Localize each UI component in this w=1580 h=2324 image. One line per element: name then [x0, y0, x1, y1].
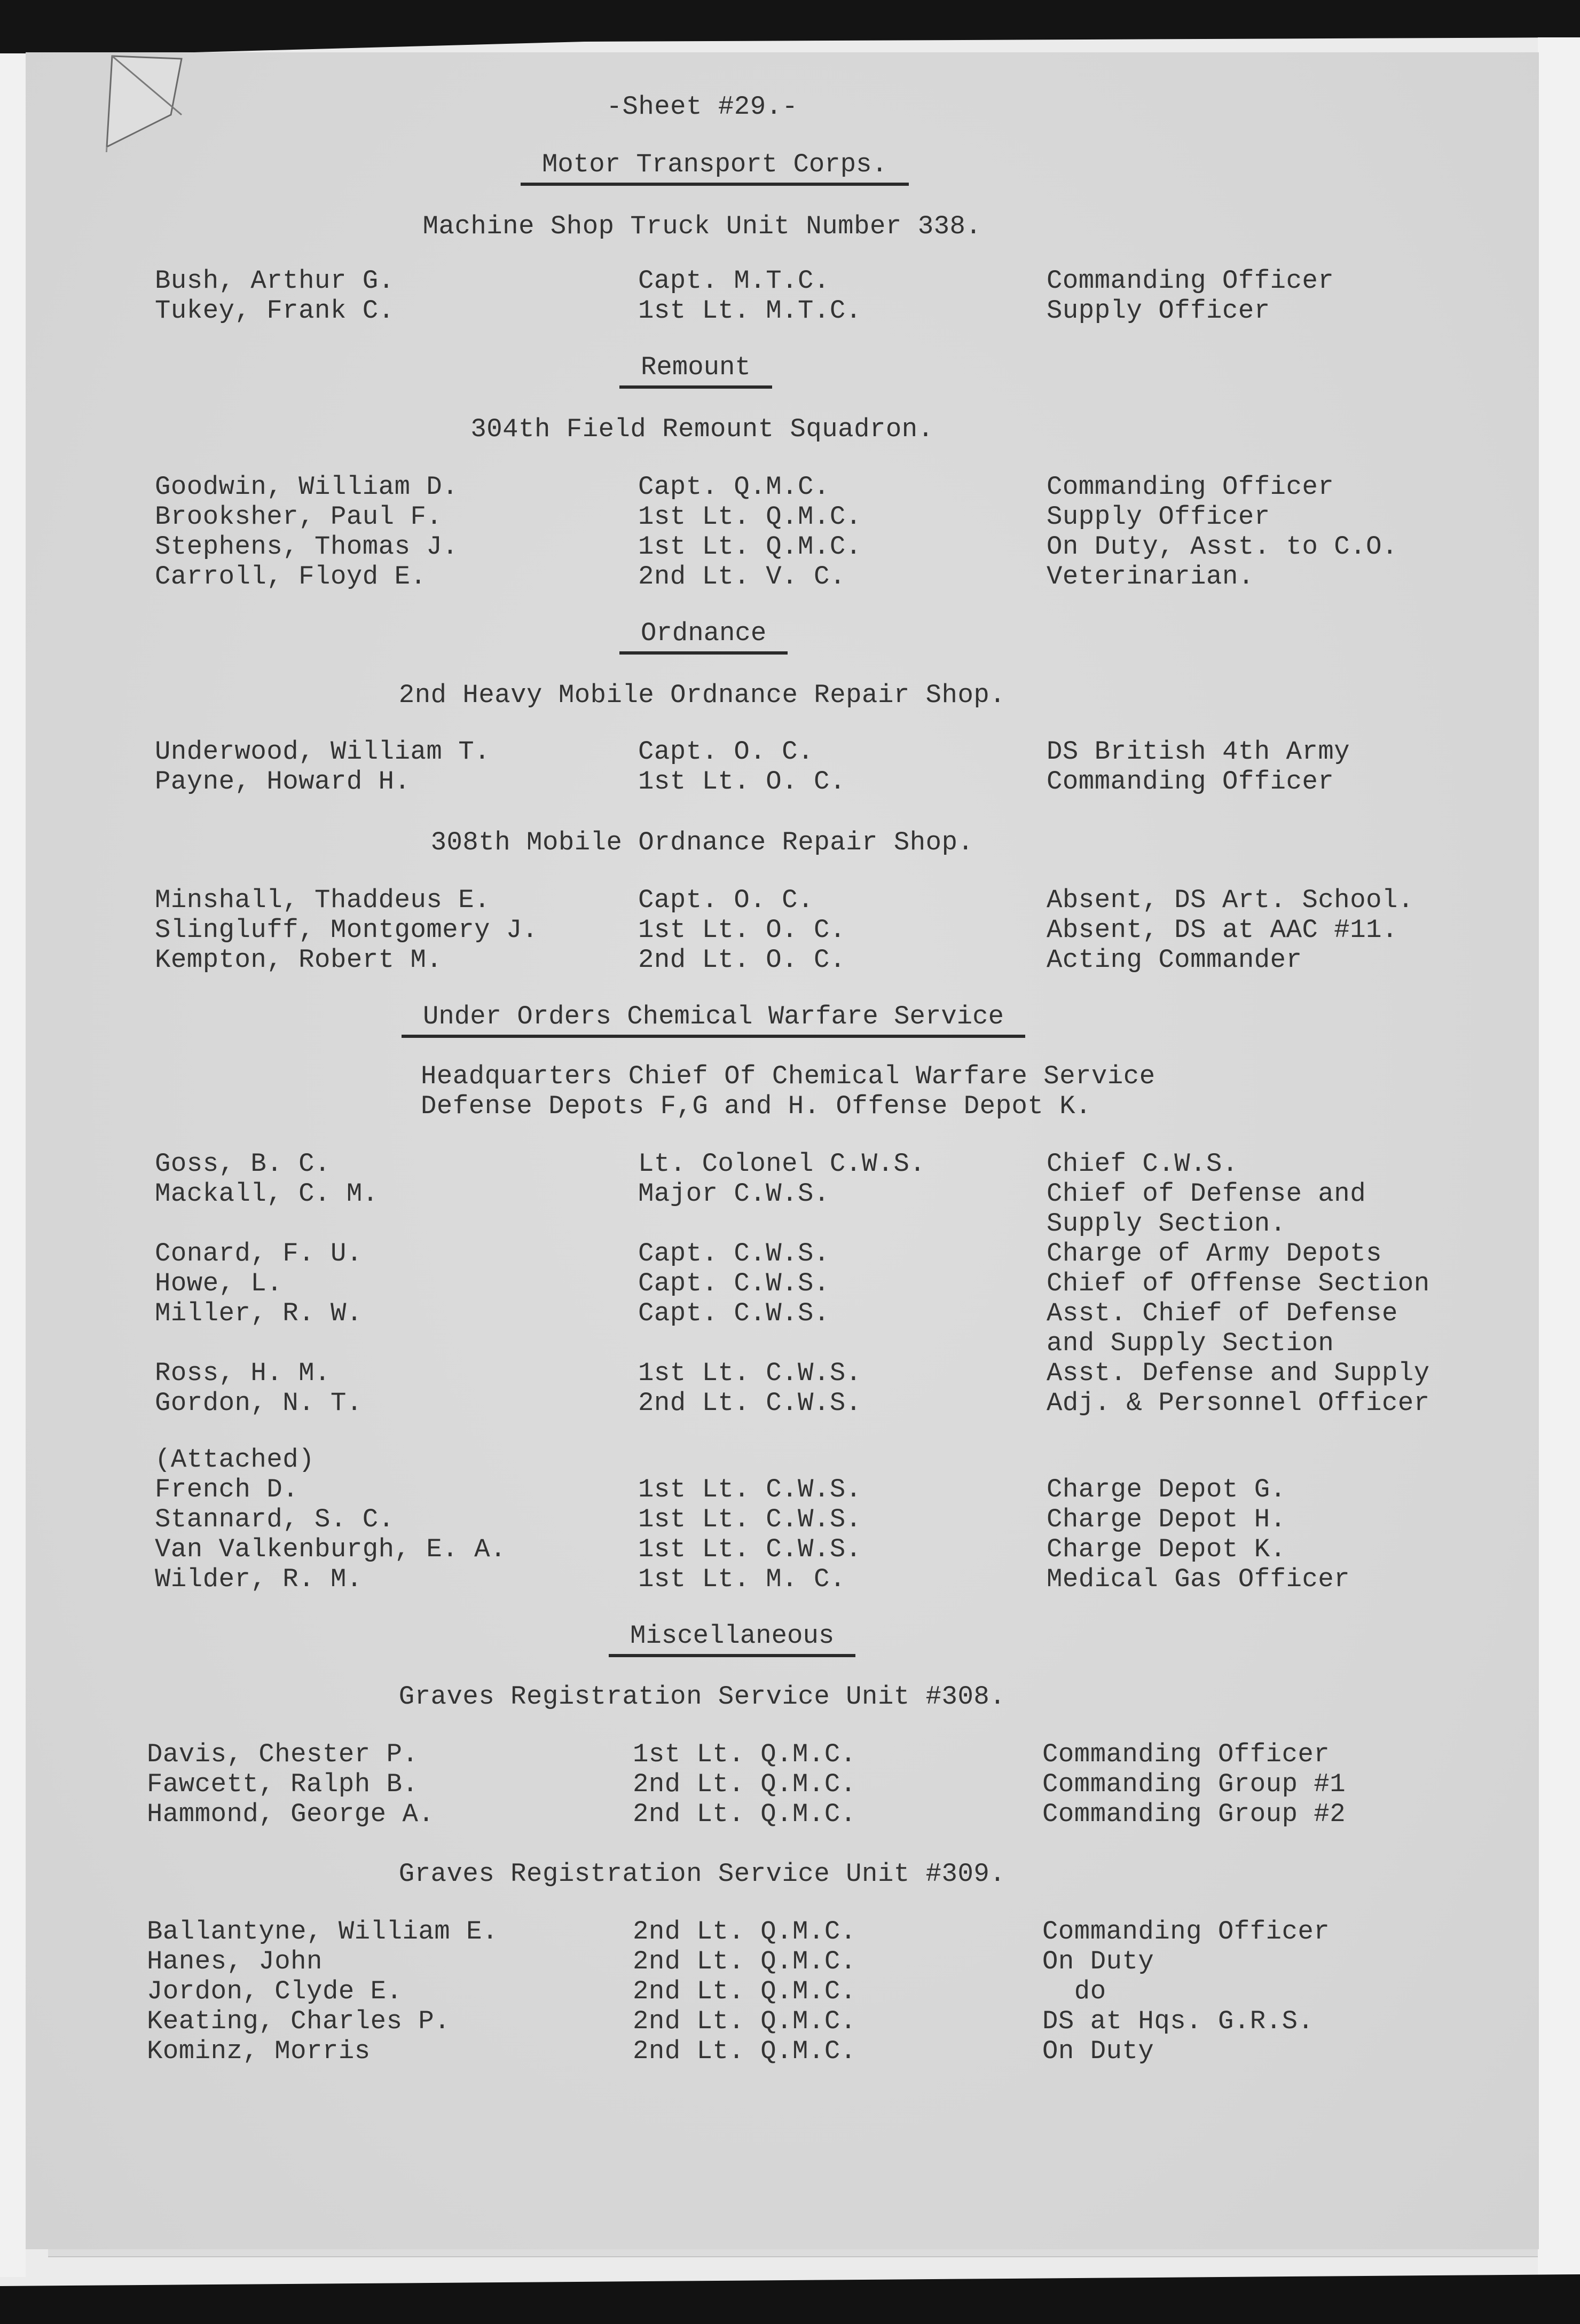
- scan-border-bottom: [0, 2274, 1580, 2324]
- officer-duty: Medical Gas Officer: [1047, 1564, 1350, 1594]
- officer-rank: Capt. O. C.: [638, 737, 814, 767]
- officer-duty: Supply Officer: [1047, 502, 1270, 532]
- officer-name: Stephens, Thomas J.: [155, 532, 459, 562]
- officer-duty: On Duty: [1042, 1947, 1154, 1976]
- officer-rank: 1st Lt. M.T.C.: [638, 296, 862, 326]
- officer-rank: 2nd Lt. Q.M.C.: [633, 1917, 856, 1947]
- officer-duty: Commanding Officer: [1042, 1739, 1330, 1769]
- officer-duty: Absent, DS at AAC #11.: [1047, 915, 1398, 945]
- officer-name: Bush, Arthur G.: [155, 266, 395, 296]
- officer-rank: Capt. C.W.S.: [638, 1269, 830, 1298]
- officer-rank: 2nd Lt. Q.M.C.: [633, 1799, 856, 1829]
- officer-name: Hammond, George A.: [147, 1799, 435, 1829]
- section-heading-chemical-warfare: Under Orders Chemical Warfare Service: [402, 1002, 1025, 1038]
- attached-label: (Attached): [155, 1445, 315, 1475]
- officer-name: Fawcett, Ralph B.: [147, 1769, 419, 1799]
- officer-rank: Capt. C.W.S.: [638, 1239, 830, 1269]
- officer-rank: Capt. M.T.C.: [638, 266, 830, 296]
- officer-duty: Charge Depot K.: [1047, 1534, 1286, 1564]
- section-heading-remount: Remount: [619, 352, 772, 389]
- officer-rank: 1st Lt. C.W.S.: [638, 1358, 862, 1388]
- officer-rank: 1st Lt. Q.M.C.: [638, 502, 862, 532]
- officer-rank: 1st Lt. O. C.: [638, 767, 846, 797]
- section-heading-miscellaneous: Miscellaneous: [609, 1621, 855, 1657]
- officer-duty: Absent, DS Art. School.: [1047, 885, 1414, 915]
- officer-name: Gordon, N. T.: [155, 1388, 363, 1418]
- officer-duty: Commanding Officer: [1047, 266, 1334, 296]
- officer-duty: Commanding Group #1: [1042, 1769, 1346, 1799]
- officer-duty: Charge Depot H.: [1047, 1504, 1286, 1534]
- officer-name: Payne, Howard H.: [155, 767, 411, 797]
- officer-name: Brooksher, Paul F.: [155, 502, 443, 532]
- unit-title-line-2: Defense Depots F,G and H. Offense Depot K.: [421, 1091, 1092, 1121]
- officer-duty: On Duty, Asst. to C.O.: [1047, 532, 1398, 562]
- officer-duty: Asst. Chief of Defense: [1047, 1298, 1398, 1328]
- officer-name: Stannard, S. C.: [155, 1504, 395, 1534]
- officer-name: Kempton, Robert M.: [155, 945, 443, 975]
- officer-rank: 2nd Lt. V. C.: [638, 562, 846, 592]
- officer-rank: 1st Lt. C.W.S.: [638, 1534, 862, 1564]
- officer-name: Tukey, Frank C.: [155, 296, 395, 326]
- officer-rank: Capt. Q.M.C.: [638, 472, 830, 502]
- officer-duty-continued: and Supply Section: [1047, 1328, 1334, 1358]
- officer-rank: 1st Lt. O. C.: [638, 915, 846, 945]
- officer-duty: Commanding Officer: [1047, 472, 1334, 502]
- officer-duty: On Duty: [1042, 2036, 1154, 2066]
- officer-duty: Veterinarian.: [1047, 562, 1254, 592]
- officer-name: Hanes, John: [147, 1947, 323, 1976]
- officer-duty: Adj. & Personnel Officer: [1047, 1388, 1430, 1418]
- officer-name: Slingluff, Montgomery J.: [155, 915, 538, 945]
- officer-name: Van Valkenburgh, E. A.: [155, 1534, 506, 1564]
- officer-name: Minshall, Thaddeus E.: [155, 885, 491, 915]
- officer-duty: Supply Officer: [1047, 296, 1270, 326]
- officer-rank: 1st Lt. Q.M.C.: [638, 532, 862, 562]
- officer-name: Ballantyne, William E.: [147, 1917, 498, 1947]
- officer-rank: Major C.W.S.: [638, 1179, 830, 1209]
- officer-name: Conard, F. U.: [155, 1239, 363, 1269]
- officer-duty: Commanding Officer: [1047, 767, 1334, 797]
- officer-rank: 2nd Lt. Q.M.C.: [633, 1947, 856, 1976]
- officer-duty: Chief of Offense Section: [1047, 1269, 1430, 1298]
- officer-rank: 1st Lt. Q.M.C.: [633, 1739, 856, 1769]
- officer-duty: Commanding Officer: [1042, 1917, 1330, 1947]
- officer-name: Underwood, William T.: [155, 737, 491, 767]
- officer-rank: Lt. Colonel C.W.S.: [638, 1149, 926, 1179]
- officer-rank: Capt. O. C.: [638, 885, 814, 915]
- unit-title: 2nd Heavy Mobile Ordnance Repair Shop.: [398, 680, 1006, 710]
- unit-title: Graves Registration Service Unit #308.: [398, 1682, 1006, 1712]
- officer-duty: Charge Depot G.: [1047, 1475, 1286, 1504]
- officer-name: Carroll, Floyd E.: [155, 562, 427, 592]
- unit-title: Graves Registration Service Unit #309.: [398, 1859, 1006, 1889]
- sheet-title: -Sheet #29.-: [606, 92, 798, 122]
- officer-name: Keating, Charles P.: [147, 2006, 451, 2036]
- officer-rank: 2nd Lt. Q.M.C.: [633, 2036, 856, 2066]
- officer-rank: 1st Lt. M. C.: [638, 1564, 846, 1594]
- officer-rank: 1st Lt. C.W.S.: [638, 1475, 862, 1504]
- officer-name: Mackall, C. M.: [155, 1179, 379, 1209]
- officer-rank: 1st Lt. C.W.S.: [638, 1504, 862, 1534]
- officer-duty: Chief of Defense and: [1047, 1179, 1366, 1209]
- unit-title-line-1: Headquarters Chief Of Chemical Warfare Service: [421, 1061, 1155, 1091]
- officer-duty: Charge of Army Depots: [1047, 1239, 1382, 1269]
- officer-duty: Asst. Defense and Supply: [1047, 1358, 1430, 1388]
- officer-rank: 2nd Lt. O. C.: [638, 945, 846, 975]
- officer-duty: Chief C.W.S.: [1047, 1149, 1238, 1179]
- officer-name: French D.: [155, 1475, 299, 1504]
- officer-duty: Commanding Group #2: [1042, 1799, 1346, 1829]
- officer-name: Miller, R. W.: [155, 1298, 363, 1328]
- officer-name: Davis, Chester P.: [147, 1739, 419, 1769]
- officer-duty: do: [1042, 1976, 1106, 2006]
- unit-title: 304th Field Remount Squadron.: [470, 414, 934, 444]
- officer-name: Wilder, R. M.: [155, 1564, 363, 1594]
- officer-rank: 2nd Lt. Q.M.C.: [633, 2006, 856, 2036]
- section-heading-ordnance: Ordnance: [619, 618, 788, 655]
- officer-rank: Capt. C.W.S.: [638, 1298, 830, 1328]
- officer-name: Jordon, Clyde E.: [147, 1976, 403, 2006]
- unit-title: 308th Mobile Ordnance Repair Shop.: [430, 828, 974, 857]
- officer-name: Goodwin, William D.: [155, 472, 459, 502]
- officer-rank: 2nd Lt. Q.M.C.: [633, 1769, 856, 1799]
- officer-rank: 2nd Lt. C.W.S.: [638, 1388, 862, 1418]
- officer-name: Ross, H. M.: [155, 1358, 331, 1388]
- scan-mat-right: [1538, 37, 1580, 2280]
- officer-duty: DS British 4th Army: [1047, 737, 1350, 767]
- scan-mat-left: [0, 53, 26, 2277]
- unit-title: Machine Shop Truck Unit Number 338.: [422, 211, 982, 241]
- officer-duty: DS at Hqs. G.R.S.: [1042, 2006, 1314, 2036]
- officer-rank: 2nd Lt. Q.M.C.: [633, 1976, 856, 2006]
- section-heading-motor-transport: Motor Transport Corps.: [521, 149, 909, 186]
- officer-name: Kominz, Morris: [147, 2036, 371, 2066]
- officer-duty: Acting Commander: [1047, 945, 1302, 975]
- officer-name: Goss, B. C.: [155, 1149, 331, 1179]
- scan-border-top: [0, 0, 1580, 59]
- officer-duty-continued: Supply Section.: [1047, 1209, 1286, 1239]
- officer-name: Howe, L.: [155, 1269, 283, 1298]
